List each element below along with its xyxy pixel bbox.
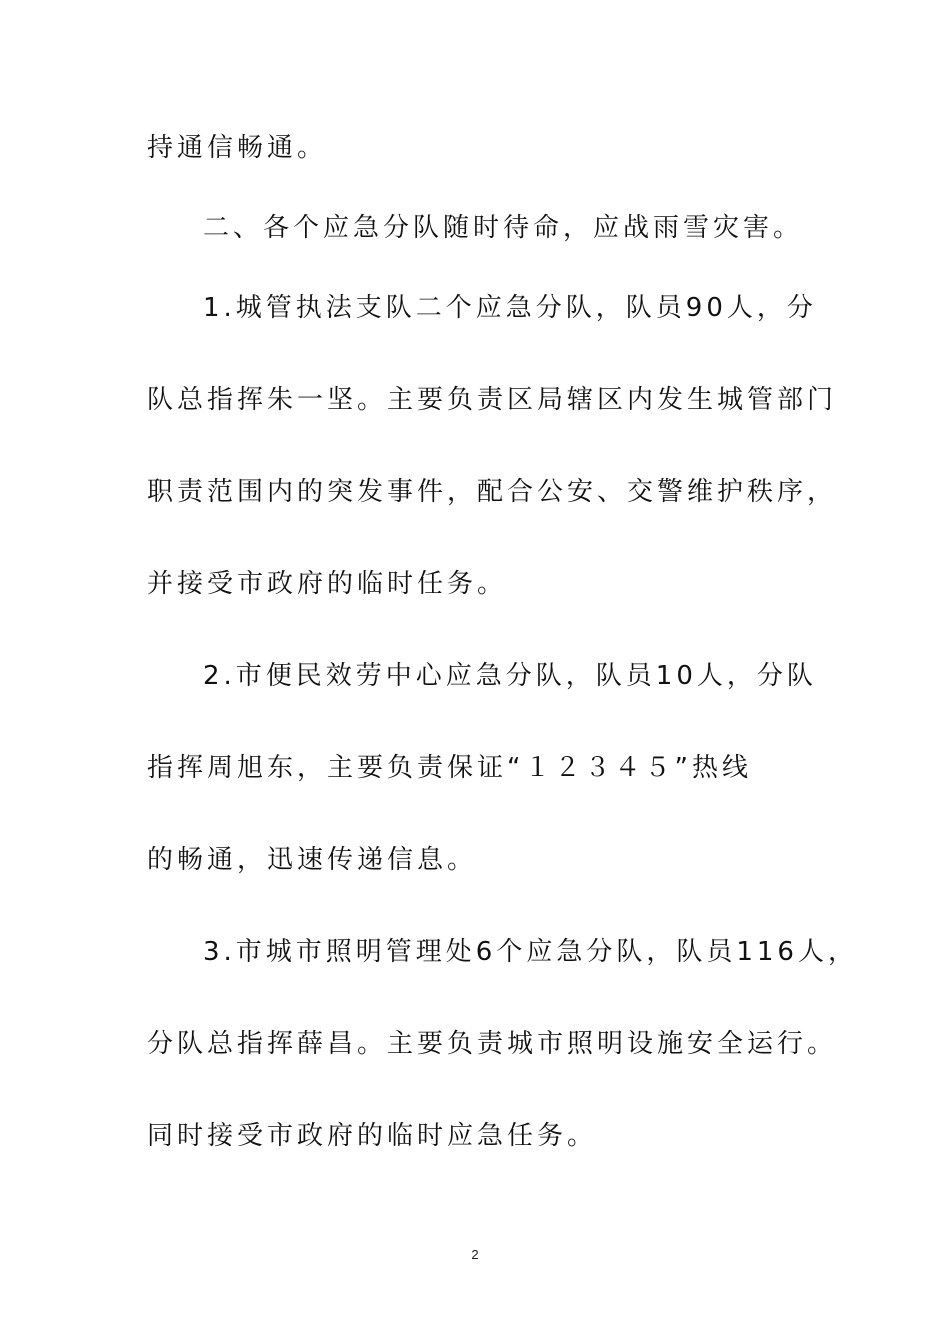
text-line-10: 3.市城市照明管理处6个应急分队，队员116人， bbox=[203, 937, 858, 967]
text-line-12: 同时接受市政府的临时应急任务。 bbox=[147, 1121, 598, 1151]
text-line-7: 2.市便民效劳中心应急分队，队员10人，分队 bbox=[203, 661, 817, 691]
text-line-1: 持通信畅通。 bbox=[147, 133, 328, 163]
text-line-3: 1.城管执法支队二个应急分队，队员90人，分 bbox=[203, 293, 817, 323]
page-number: 2 bbox=[471, 1247, 479, 1262]
text-line-8: 指挥周旭东，主要负责保证“１２３４５”热线 bbox=[147, 753, 752, 783]
section-heading: 二、各个应急分队随时待命，应战雨雪灾害。 bbox=[203, 213, 804, 243]
text-line-6: 并接受市政府的临时任务。 bbox=[147, 569, 508, 599]
text-line-5: 职责范围内的突发事件，配合公安、交警维护秩序， bbox=[147, 477, 838, 507]
text-line-9: 的畅通，迅速传递信息。 bbox=[147, 845, 478, 875]
text-line-4: 队总指挥朱一坚。主要负责区局辖区内发生城管部门 bbox=[147, 385, 838, 415]
text-line-11: 分队总指挥薛昌。主要负责城市照明设施安全运行。 bbox=[147, 1029, 838, 1059]
